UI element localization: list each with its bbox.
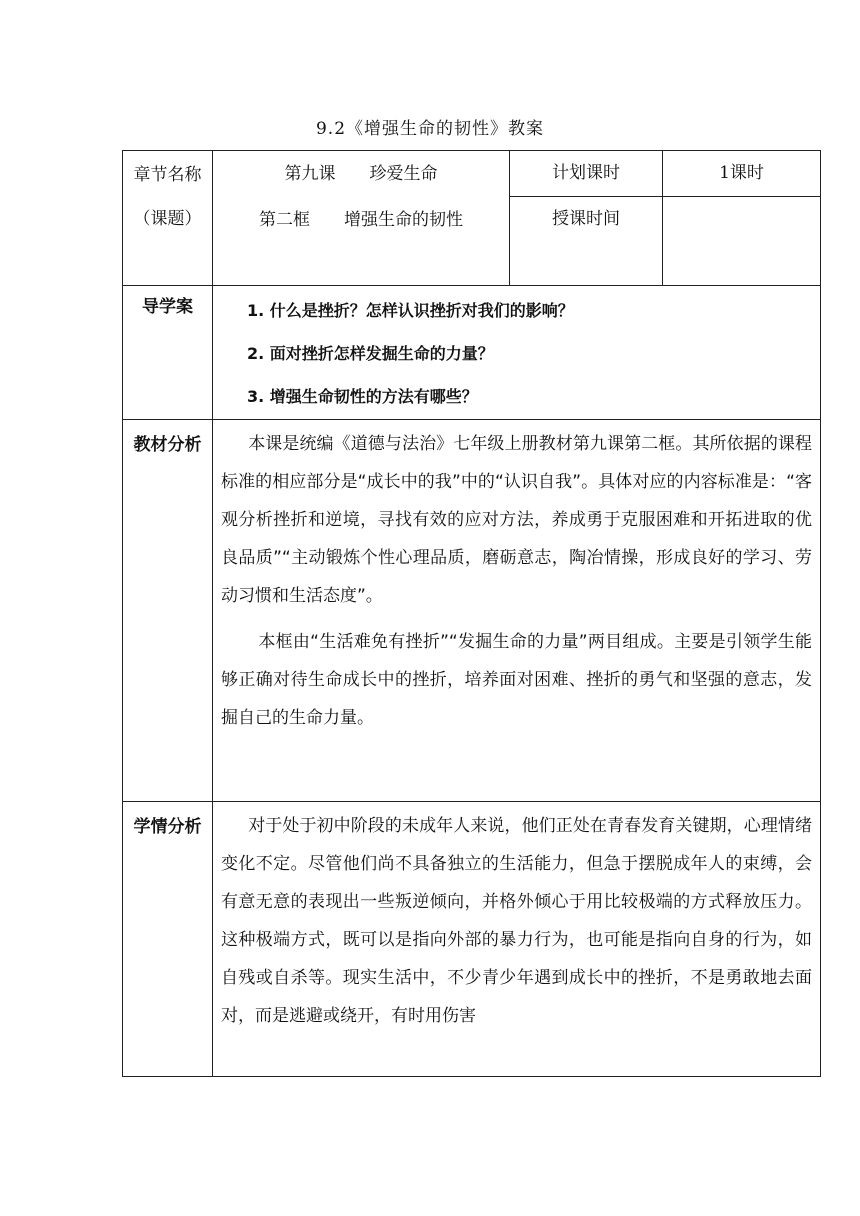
document-title: 9.2《增强生命的韧性》教案	[315, 119, 545, 139]
chapter-line-1: 第九课 珍爱生命	[284, 164, 438, 184]
teaching-time-value	[663, 197, 821, 286]
student-paragraph: 对于处于初中阶段的未成年人来说，他们正处在青春发育关键期，心理情绪变化不定。尽管他们尚不具备独立的生活能力，但急于摆脱成年人的束缚，会有意无意的表现出一些叛逆倾向，并格外倾心于用比较极端的方式释放压力。这种极端方式，既可以是指向外部的暴力行为，也可能是指向自身的行为，如自残或自杀等。现实生活中，不少青少年遇到成长中的挫折，不是勇敢地去面对，而是逃避或绕开，有时用伤害	[221, 816, 812, 1026]
planned-hours-label: 计划课时	[510, 151, 663, 197]
guide-cell	[213, 286, 821, 420]
chapter-line-2: 第二框 增强生命的韧性	[259, 210, 463, 230]
student-analysis-cell	[213, 802, 821, 1077]
lesson-plan-table	[122, 150, 821, 1077]
planned-hours-value: 1课时	[663, 151, 821, 197]
guide-item: 1. 什么是挫折？怎样认识挫折对我们的影响？	[247, 301, 574, 320]
guide-label: 导学案	[123, 286, 213, 420]
chapter-label-cell	[123, 151, 213, 286]
student-label: 学情分析	[133, 817, 202, 837]
teaching-time-label: 授课时间	[510, 197, 663, 286]
material-paragraph: 本课是统编《道德与法治》七年级上册教材第九课第二框。其所依据的课程标准的相应部分是“成长中的我”中的“认识自我”。具体对应的内容标准是：“客观分析挫折和逆境，寻找有效的应对方法，养成勇于克服困难和开拓进取的优良品质”“主动锻炼个性心理品质，磨砺意志，陶冶情操，形成良好的学习、劳动习惯和生活态度”。	[221, 434, 812, 606]
material-label-cell	[123, 420, 213, 802]
material-label: 教材分析	[133, 435, 202, 455]
guide-item: 2. 面对挫折怎样发掘生命的力量？	[247, 344, 494, 363]
chapter-name-cell	[213, 151, 510, 286]
material-paragraph: 本框由“生活难免有挫折”“发掘生命的力量”两目组成。主要是引领学生能够正确对待生命成长中的挫折，培养面对困难、挫折的勇气和坚强的意志，发掘自己的生命力量。	[221, 632, 812, 728]
guide-item: 3. 增强生命韧性的方法有哪些？	[247, 387, 478, 406]
material-analysis-cell	[213, 420, 821, 802]
student-label-cell	[123, 802, 213, 1077]
chapter-label: 章节名称（课题）	[133, 165, 202, 229]
